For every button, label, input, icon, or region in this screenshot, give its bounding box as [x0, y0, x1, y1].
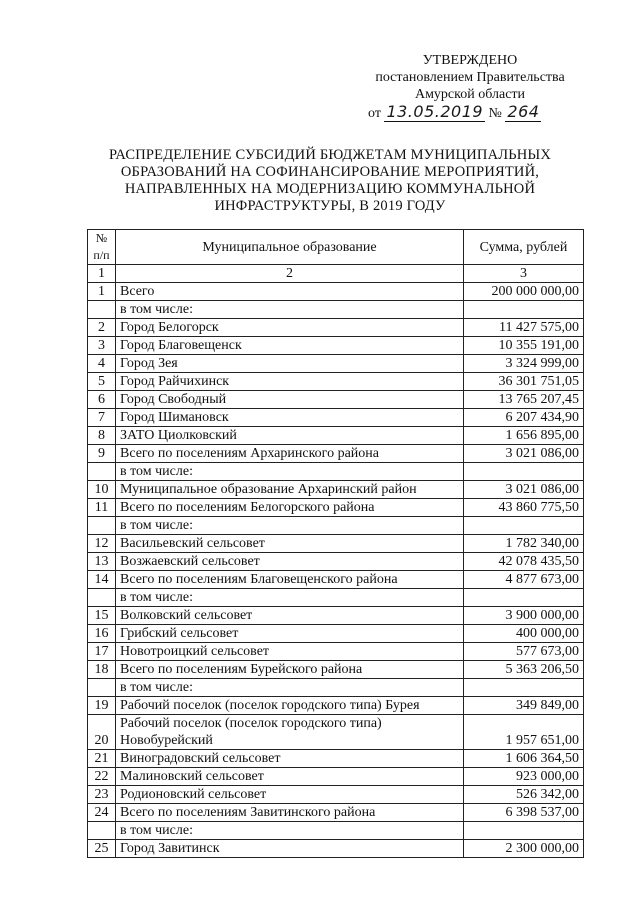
row-number	[88, 589, 116, 607]
subsidy-amount: 11 427 575,00	[464, 319, 584, 337]
row-number: 1	[88, 283, 116, 301]
municipality-name: Волковский сельсовет	[116, 607, 464, 625]
row-number: 25	[88, 840, 116, 858]
municipality-name: Виноградовский сельсовет	[116, 750, 464, 768]
row-number: 10	[88, 481, 116, 499]
table-row	[88, 283, 584, 301]
municipality-name: Всего по поселениям Белогорского района	[116, 499, 464, 517]
subsidy-amount: 10 355 191,00	[464, 337, 584, 355]
row-number: 24	[88, 804, 116, 822]
table-row	[88, 643, 584, 661]
subsidy-amount: 13 765 207,45	[464, 391, 584, 409]
subsidy-amount: 5 363 206,50	[464, 661, 584, 679]
row-number: 22	[88, 768, 116, 786]
subsidy-amount: 3 021 086,00	[464, 445, 584, 463]
title-line-4: ИНФРАСТРУКТУРЫ, В 2019 ГОДУ	[214, 198, 446, 214]
table-row	[88, 715, 584, 750]
subsidy-amount	[464, 301, 584, 319]
row-number: 20	[88, 715, 116, 750]
table-row	[88, 391, 584, 409]
table-row	[88, 661, 584, 679]
municipality-name: Город Завитинск	[116, 840, 464, 858]
row-number: 14	[88, 571, 116, 589]
municipality-name: Город Благовещенск	[116, 337, 464, 355]
row-number	[88, 822, 116, 840]
row-number: 17	[88, 643, 116, 661]
subsidy-amount: 3 900 000,00	[464, 607, 584, 625]
table-row	[88, 822, 584, 840]
municipality-name: Родионовский сельсовет	[116, 786, 464, 804]
table-row	[88, 337, 584, 355]
subsidy-amount	[464, 589, 584, 607]
subsidy-amount: 2 300 000,00	[464, 840, 584, 858]
index-cell: 1	[88, 265, 116, 283]
municipality-name: в том числе:	[116, 517, 464, 535]
municipality-name: в том числе:	[116, 589, 464, 607]
header-number: № п/п	[88, 230, 116, 265]
subsidy-amount	[464, 463, 584, 481]
table-row	[88, 319, 584, 337]
table-row	[88, 750, 584, 768]
municipality-name: Малиновский сельсовет	[116, 768, 464, 786]
from-label: от	[368, 106, 381, 121]
table-row	[88, 840, 584, 858]
municipality-name: в том числе:	[116, 301, 464, 319]
row-number: 7	[88, 409, 116, 427]
subsidy-amount: 1 606 364,50	[464, 750, 584, 768]
approval-block	[360, 52, 580, 122]
table-row	[88, 445, 584, 463]
table-header-row	[88, 230, 584, 265]
row-number: 18	[88, 661, 116, 679]
municipality-name: ЗАТО Циолковский	[116, 427, 464, 445]
municipality-name: Город Белогорск	[116, 319, 464, 337]
municipality-name: Город Зея	[116, 355, 464, 373]
subsidy-amount: 1 656 895,00	[464, 427, 584, 445]
number-label: №	[488, 106, 502, 121]
table-row	[88, 427, 584, 445]
subsidy-amount	[464, 517, 584, 535]
subsidy-amount: 3 324 999,00	[464, 355, 584, 373]
title-line-3: НАПРАВЛЕННЫХ НА МОДЕРНИЗАЦИЮ КОММУНАЛЬНОЙ	[124, 181, 536, 197]
row-number: 8	[88, 427, 116, 445]
table-row	[88, 553, 584, 571]
table-row	[88, 679, 584, 697]
subsidy-amount: 1 782 340,00	[464, 535, 584, 553]
row-number: 11	[88, 499, 116, 517]
row-number: 13	[88, 553, 116, 571]
table-row	[88, 607, 584, 625]
subsidy-amount: 36 301 751,05	[464, 373, 584, 391]
municipality-name: в том числе:	[116, 679, 464, 697]
row-number	[88, 679, 116, 697]
subsidy-amount	[464, 679, 584, 697]
table-row	[88, 768, 584, 786]
table-row	[88, 409, 584, 427]
row-number: 16	[88, 625, 116, 643]
row-number: 6	[88, 391, 116, 409]
row-number: 2	[88, 319, 116, 337]
date-number-line	[360, 103, 580, 122]
table-row	[88, 589, 584, 607]
region-line: Амурской области	[414, 87, 526, 102]
municipality-name: Всего по поселениям Бурейского района	[116, 661, 464, 679]
table-row	[88, 481, 584, 499]
municipality-name: Всего по поселениям Архаринского района	[116, 445, 464, 463]
subsidy-amount: 200 000 000,00	[464, 283, 584, 301]
subsidy-amount: 4 877 673,00	[464, 571, 584, 589]
municipality-name: Васильевский сельсовет	[116, 535, 464, 553]
row-number: 9	[88, 445, 116, 463]
row-number: 3	[88, 337, 116, 355]
subsidy-amount: 3 021 086,00	[464, 481, 584, 499]
municipality-name: Всего по поселениям Благовещенского района	[116, 571, 464, 589]
row-number: 19	[88, 697, 116, 715]
row-number: 4	[88, 355, 116, 373]
subsidy-amount: 6 398 537,00	[464, 804, 584, 822]
row-number: 15	[88, 607, 116, 625]
subsidy-table	[87, 229, 584, 858]
index-cell: 2	[116, 265, 464, 283]
table-row	[88, 463, 584, 481]
municipality-name: Грибский сельсовет	[116, 625, 464, 643]
table-row	[88, 355, 584, 373]
row-number	[88, 463, 116, 481]
row-number: 21	[88, 750, 116, 768]
title-line-2: ОБРАЗОВАНИЙ НА СОФИНАНСИРОВАНИЕ МЕРОПРИЯТИЙ,	[120, 164, 540, 180]
table-row	[88, 301, 584, 319]
subsidy-amount: 400 000,00	[464, 625, 584, 643]
municipality-name: Город Райчихинск	[116, 373, 464, 391]
table-row	[88, 697, 584, 715]
subsidy-amount: 349 849,00	[464, 697, 584, 715]
column-index-row	[88, 265, 584, 283]
subsidy-amount: 42 078 435,50	[464, 553, 584, 571]
subsidy-amount: 923 000,00	[464, 768, 584, 786]
approved-by-line: постановлением Правительства	[375, 70, 565, 85]
approved-label: УТВЕРЖДЕНО	[422, 53, 518, 68]
table-row	[88, 373, 584, 391]
municipality-name: Рабочий поселок (поселок городского типа) Бурея	[116, 697, 464, 715]
row-number: 12	[88, 535, 116, 553]
table-row	[88, 571, 584, 589]
row-number: 5	[88, 373, 116, 391]
table-row	[88, 786, 584, 804]
handwritten-date: 13.05.2019	[386, 102, 484, 121]
subsidy-amount: 43 860 775,50	[464, 499, 584, 517]
row-number: 23	[88, 786, 116, 804]
header-municipality: Муниципальное образование	[116, 230, 464, 265]
municipality-name: Всего	[116, 283, 464, 301]
table-row	[88, 517, 584, 535]
municipality-name: Рабочий поселок (поселок городского типа) Новобурейский	[116, 715, 464, 750]
subsidy-amount: 577 673,00	[464, 643, 584, 661]
subsidy-amount: 526 342,00	[464, 786, 584, 804]
row-number	[88, 517, 116, 535]
municipality-name: в том числе:	[116, 463, 464, 481]
table-row	[88, 804, 584, 822]
municipality-name: Город Свободный	[116, 391, 464, 409]
municipality-name: в том числе:	[116, 822, 464, 840]
subsidy-amount: 6 207 434,90	[464, 409, 584, 427]
municipality-name: Всего по поселениям Завитинского района	[116, 804, 464, 822]
municipality-name: Возжаевский сельсовет	[116, 553, 464, 571]
subsidy-amount	[464, 822, 584, 840]
municipality-name: Город Шимановск	[116, 409, 464, 427]
table-row	[88, 499, 584, 517]
subsidy-amount: 1 957 651,00	[464, 715, 584, 750]
handwritten-number: 264	[507, 102, 540, 121]
row-number	[88, 301, 116, 319]
title-line-1: РАСПРЕДЕЛЕНИЕ СУБСИДИЙ БЮДЖЕТАМ МУНИЦИПАЛЬНЫХ	[108, 147, 551, 163]
municipality-name: Новотроицкий сельсовет	[116, 643, 464, 661]
municipality-name: Муниципальное образование Архаринский район	[116, 481, 464, 499]
table-row	[88, 535, 584, 553]
document-title	[90, 147, 570, 215]
header-sum: Сумма, рублей	[464, 230, 584, 265]
table-row	[88, 625, 584, 643]
index-cell: 3	[464, 265, 584, 283]
